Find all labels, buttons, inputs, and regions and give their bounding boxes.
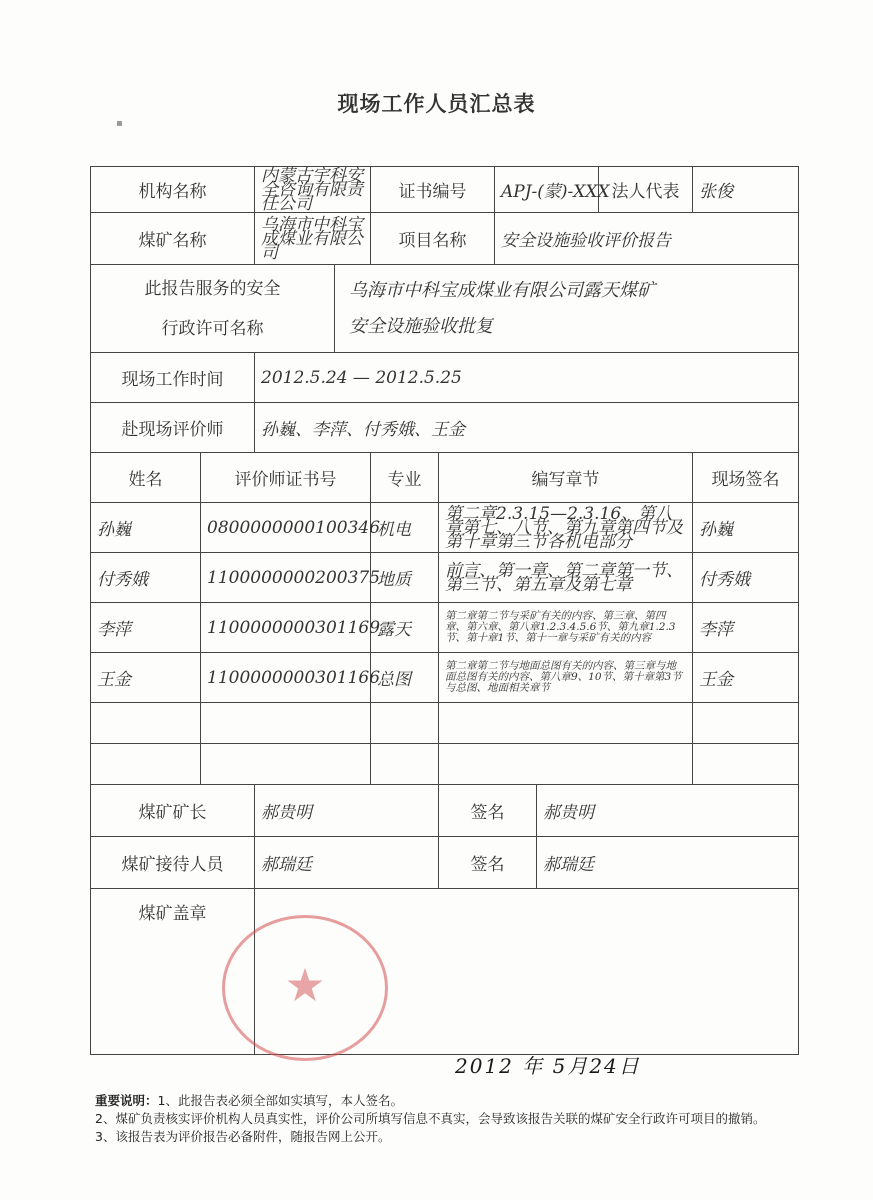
important-notes: [95, 1092, 795, 1146]
project-name-label: 项目名称: [371, 213, 495, 265]
time-row: [91, 353, 799, 403]
notes-item-2: 2、煤矿负责核实评价机构人员真实性，评价公司所填写信息不真实，会导致该报告关联的煤矿安全行政许可项目的撤销。: [95, 1111, 766, 1126]
stray-mark: ▪: [116, 118, 123, 129]
staff-chapters: 前言、第一章、第二章第一节、第三节、第五章及第七章: [439, 553, 693, 603]
mine-receptionist-label: 煤矿接待人员: [91, 837, 255, 889]
permit-name-value-line2: 安全设施验收批复: [349, 315, 493, 337]
empty-cell: [371, 744, 439, 785]
staff-signature: 王金: [693, 653, 799, 703]
staff-chapters: 第二章2.3.15—2.3.16、第八章第七、八节、第九章第四节及第十章第三节各机电部分: [439, 503, 693, 553]
staff-major: 地质: [371, 553, 439, 603]
mine-head-label: 煤矿矿长: [91, 785, 255, 837]
staff-row: [91, 653, 799, 703]
staff-signature: 付秀娥: [693, 553, 799, 603]
onsite-assessors-value: 孙巍、李萍、付秀娥、王金: [255, 403, 799, 453]
legal-rep-value: 张俊: [693, 167, 799, 213]
org-name-label: 机构名称: [91, 167, 255, 213]
mine-row: [91, 213, 799, 265]
staff-chapters: 第二章第二节与地面总图有关的内容、第三章与地面总图有关的内容、第八章9、10节、第十章第3节与总图、地面相关章节: [439, 653, 693, 703]
staff-major: 机电: [371, 503, 439, 553]
staff-cert: 1100000000301169: [201, 603, 371, 653]
receptionist-row: [91, 837, 799, 889]
staff-cert: 0800000000100346: [201, 503, 371, 553]
onsite-time-label: 现场工作时间: [91, 353, 255, 403]
staff-signature: 孙巍: [693, 503, 799, 553]
onsite-time-value: 2012.5.24 — 2012.5.25: [255, 353, 799, 403]
empty-cell: [91, 744, 201, 785]
staff-name: 孙巍: [91, 503, 201, 553]
permit-name-label-line2: 行政许可名称: [161, 318, 264, 339]
empty-cell: [693, 744, 799, 785]
mine-name-label: 煤矿名称: [91, 213, 255, 265]
mine-head-value: 郝贵明: [255, 785, 439, 837]
page-title: 现场工作人员汇总表: [337, 92, 536, 116]
summary-form-table: [90, 166, 799, 1055]
staff-chapters: 第二章第二节与采矿有关的内容、第三章、第四章、第六章、第八章1.2.3.4.5.6节、第九章1.2.3节、第十章1节、第十一章与采矿有关的内容: [439, 603, 693, 653]
empty-cell: [693, 703, 799, 744]
mine-head-row: [91, 785, 799, 837]
mine-receptionist-signature: 郝瑞廷: [537, 837, 799, 889]
notes-heading: 重要说明：: [95, 1093, 158, 1108]
col-chapters-header: 编写章节: [439, 453, 693, 503]
staff-row-empty: [91, 703, 799, 744]
staff-header-row: [91, 453, 799, 503]
notes-item-3: 3、该报告表为评价报告必备附件，随报告网上公开。: [95, 1129, 391, 1144]
legal-rep-label: 法人代表: [599, 167, 693, 213]
col-major-header: 专业: [371, 453, 439, 503]
seal-star-icon: ★: [284, 958, 326, 1012]
staff-row: [91, 553, 799, 603]
permit-name-value: [335, 265, 799, 353]
mine-seal-label: 煤矿盖章: [91, 889, 255, 1055]
empty-cell: [91, 703, 201, 744]
project-name-value: 安全设施验收评价报告: [495, 213, 799, 265]
staff-signature: 李萍: [693, 603, 799, 653]
staff-name: 李萍: [91, 603, 201, 653]
permit-row: [91, 265, 799, 353]
staff-row: [91, 603, 799, 653]
col-cert-header: 评价师证书号: [201, 453, 371, 503]
empty-cell: [201, 744, 371, 785]
mine-receptionist-value: 郝瑞廷: [255, 837, 439, 889]
empty-cell: [439, 703, 693, 744]
permit-name-label-line1: 此报告服务的安全: [144, 278, 281, 299]
mine-head-signature: 郝贵明: [537, 785, 799, 837]
org-row: [91, 167, 799, 213]
col-name-header: 姓名: [91, 453, 201, 503]
assessor-row: [91, 403, 799, 453]
staff-name: 付秀娥: [91, 553, 201, 603]
staff-row: [91, 503, 799, 553]
onsite-assessors-label: 赴现场评价师: [91, 403, 255, 453]
mine-name-value: 乌海市中科宝成煤业有限公司: [255, 213, 371, 265]
org-name-value: 内蒙古宇科安全咨询有限责任公司: [255, 167, 371, 213]
seal-row: [91, 889, 799, 1055]
cert-no-label: 证书编号: [371, 167, 495, 213]
signing-date: 2012 年 5月24日: [455, 1054, 641, 1078]
empty-cell: [439, 744, 693, 785]
staff-cert: 1100000000200375: [201, 553, 371, 603]
company-seal-stamp: [222, 915, 388, 1061]
staff-row-empty: [91, 744, 799, 785]
staff-cert: 1100000000301166: [201, 653, 371, 703]
staff-major: 露天: [371, 603, 439, 653]
mine-head-signature-label: 签名: [439, 785, 537, 837]
cert-no-value: APJ-(蒙)-ХХХ: [495, 167, 599, 213]
permit-name-value-line1: 乌海市中科宝成煤业有限公司露天煤矿: [349, 279, 655, 301]
mine-receptionist-signature-label: 签名: [439, 837, 537, 889]
col-signature-header: 现场签名: [693, 453, 799, 503]
empty-cell: [201, 703, 371, 744]
staff-name: 王金: [91, 653, 201, 703]
staff-major: 总图: [371, 653, 439, 703]
notes-item-1: 1、此报告表必须全部如实填写，本人签名。: [157, 1093, 403, 1108]
empty-cell: [371, 703, 439, 744]
permit-name-label: [91, 265, 335, 353]
